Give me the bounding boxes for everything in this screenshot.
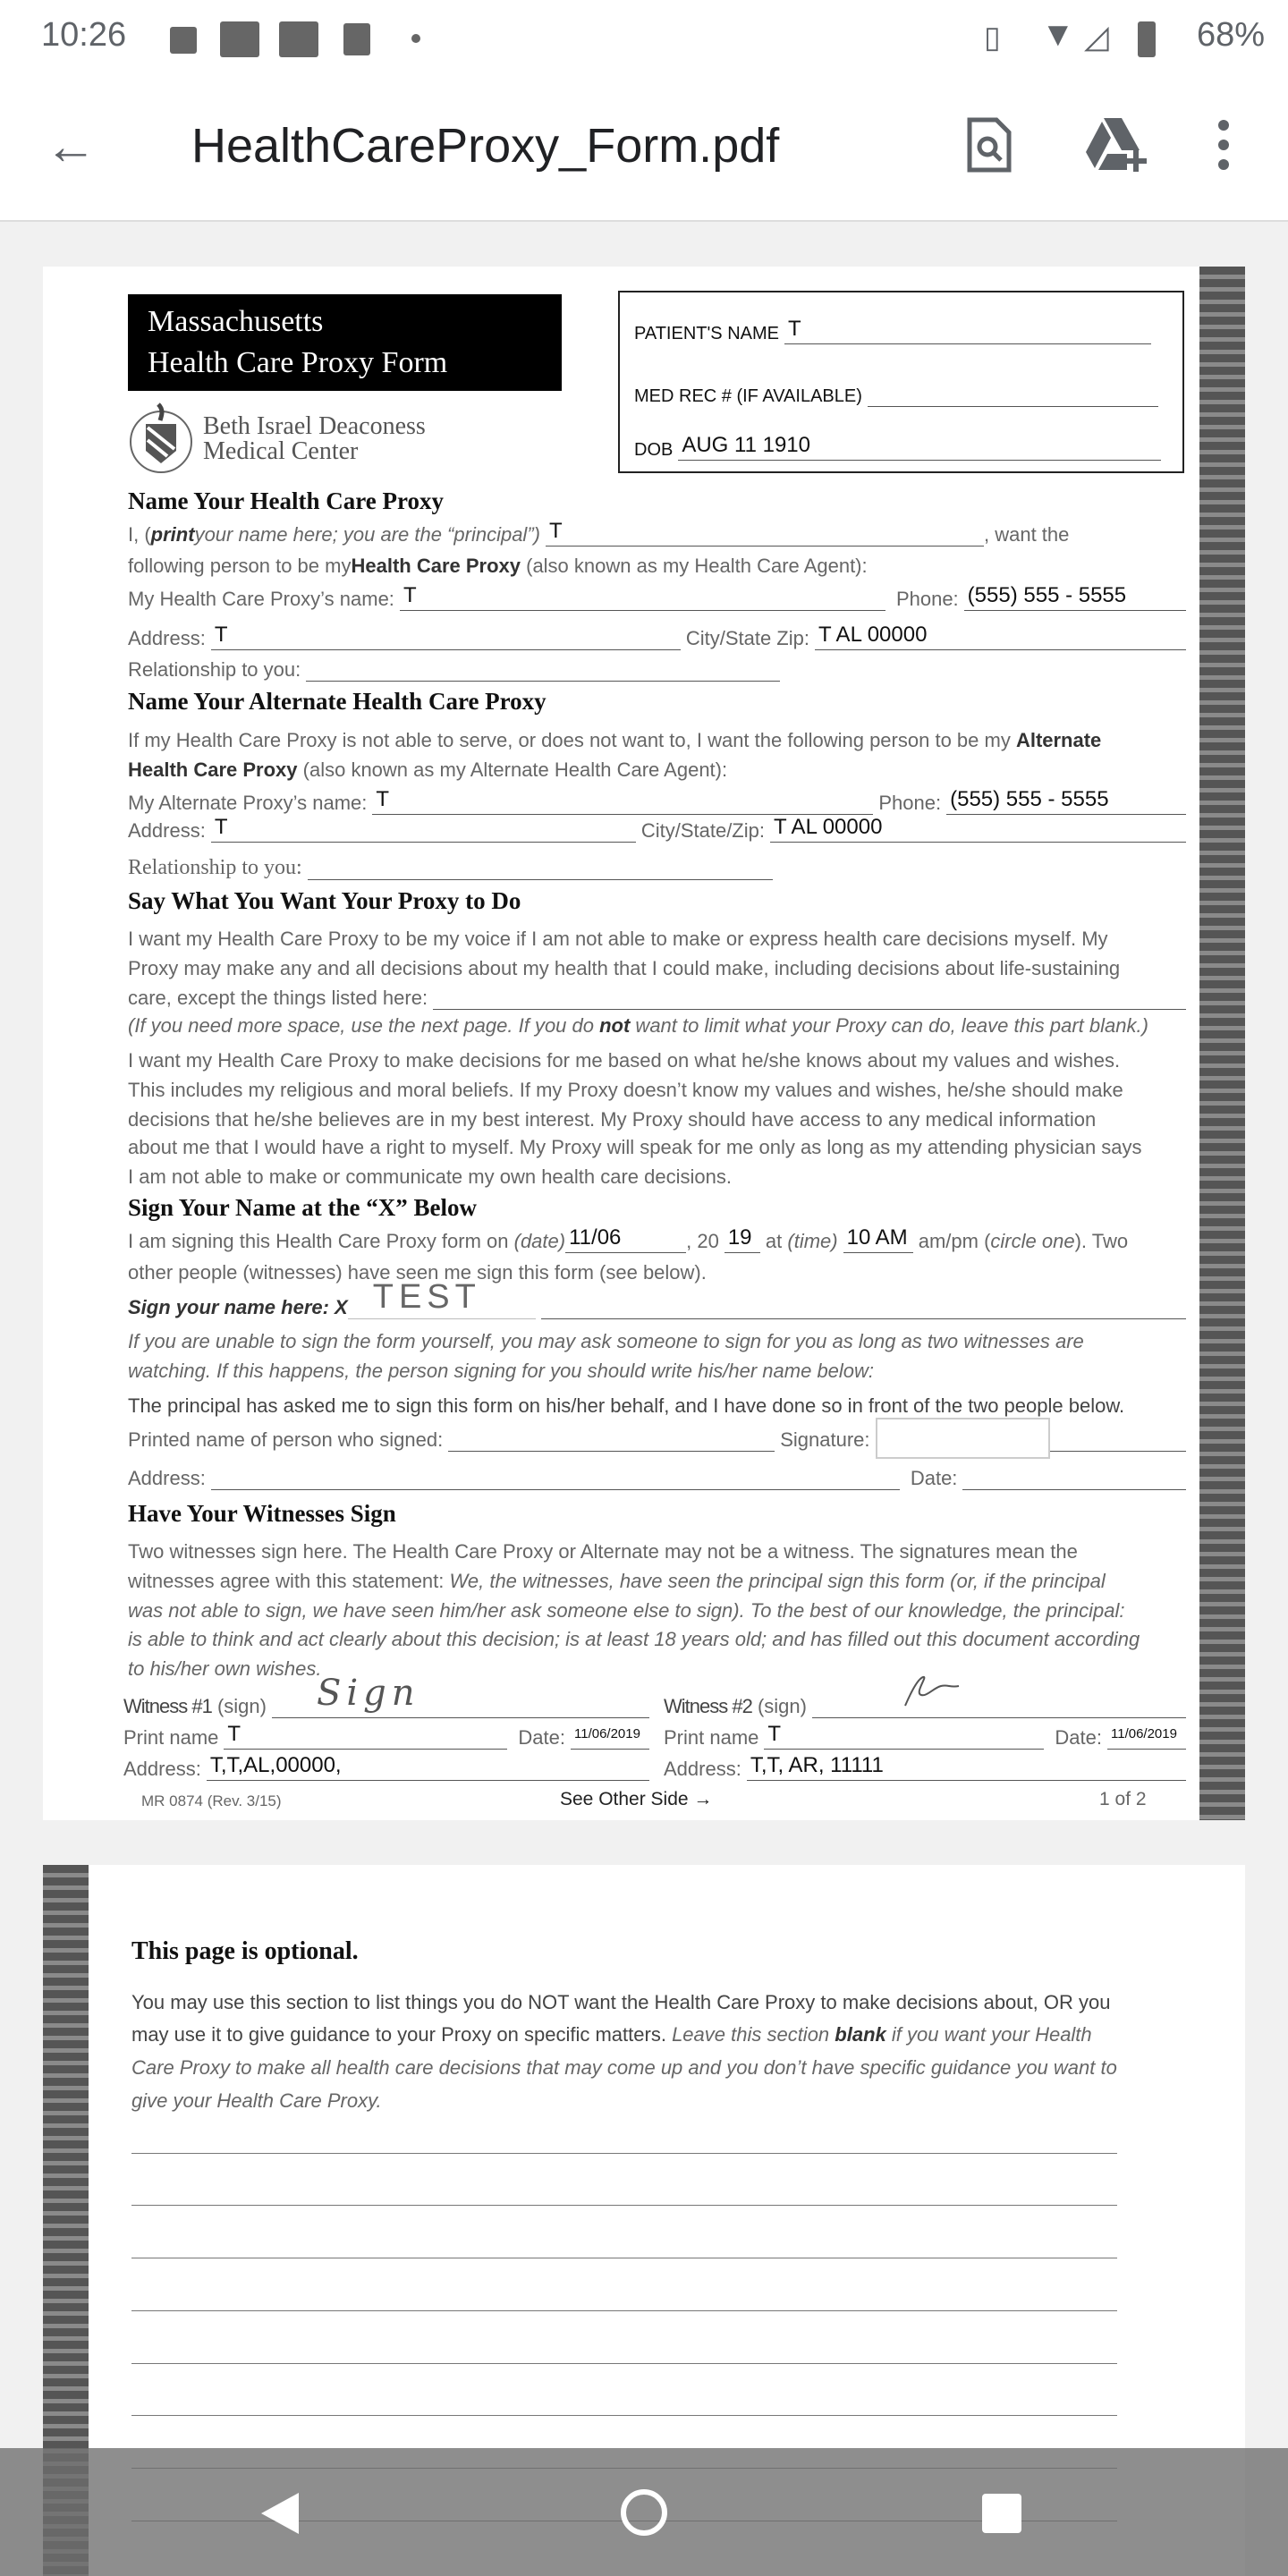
more-notifications-dot-icon (411, 34, 420, 43)
label: Witness #2 (664, 1695, 752, 1717)
app-bar (0, 75, 1288, 222)
nav-recents-icon[interactable] (981, 2493, 1022, 2534)
text: ). Two (1074, 1230, 1129, 1252)
witness1-signature-text: Sign (316, 1673, 420, 1714)
label: Phone: (895, 588, 959, 610)
witness2-address-row (664, 1754, 1186, 1781)
text: We, the witnesses, have seen the principal sign this form (or, if the principal (449, 1570, 1106, 1592)
text: Health Care Proxy (128, 758, 298, 781)
wifi-icon: ▼ (1041, 16, 1075, 54)
text-line (128, 725, 1186, 752)
med-rec-label: MED REC # (IF AVAILABLE) (634, 386, 862, 406)
text-line: watching. If this happens, the person signing for you should write his/her name below: (128, 1360, 875, 1382)
status-bar (0, 0, 1288, 75)
vibrate-icon: ▯ (984, 21, 1001, 55)
image-notification-icon (170, 27, 197, 54)
principal-signature-field[interactable] (348, 1278, 536, 1319)
text: (date) (513, 1230, 566, 1252)
witness1-signature-field[interactable] (272, 1673, 649, 1718)
text: am/pm ( (912, 1230, 991, 1252)
drive-add-icon[interactable] (1086, 116, 1148, 185)
witness1-name-field[interactable]: T (224, 1723, 507, 1750)
label: (sign) (751, 1695, 807, 1717)
blank-line[interactable] (131, 2415, 1117, 2416)
form-title-box (128, 294, 562, 391)
clock: 10:26 (41, 16, 127, 54)
text: print (150, 523, 195, 546)
text: Alternate (1015, 729, 1102, 751)
printed-name-field[interactable] (448, 1425, 775, 1452)
pdf-page-1 (43, 267, 1245, 1820)
text: at (759, 1230, 788, 1252)
label: My Health Care Proxy’s name: (128, 588, 394, 610)
text-line: You may use this section to list things you do NOT want the Health Care Proxy to make decisions about, OR you (131, 1991, 1111, 2013)
principal-signature-text: TEST (372, 1278, 481, 1316)
alt-relationship-row (128, 853, 1186, 880)
witness2-sign-row (664, 1691, 1186, 1718)
witness1-date-field[interactable]: 11/06/2019 (571, 1723, 649, 1750)
text: not (599, 1014, 631, 1037)
witness1-address-field[interactable]: T,T,AL,00000, (207, 1754, 649, 1781)
section-heading-alternate: Name Your Alternate Health Care Proxy (128, 688, 547, 715)
witness1-address-row (123, 1754, 649, 1781)
text-line (131, 2020, 1186, 2046)
text-line: I am not able to make or communicate my own health care decisions. (128, 1165, 732, 1188)
label: My Alternate Proxy’s name: (128, 792, 368, 814)
label: Phone: (878, 792, 942, 814)
text-line (128, 1011, 1186, 1038)
signature-line (541, 1292, 1186, 1319)
text-line: Proxy may make any and all decisions about my health that I could make, including decisions about life-sustaining (128, 957, 1121, 979)
label: Witness #1 (123, 1695, 212, 1717)
text-line (128, 1566, 1186, 1593)
principal-row (128, 520, 1186, 547)
text: I, ( (128, 523, 151, 546)
text-line (128, 551, 1186, 578)
system-nav-bar (0, 2448, 1288, 2576)
text: witnesses agree with this statement: (128, 1570, 450, 1592)
proxy-name-row (128, 584, 1186, 611)
text-line: I want my Health Care Proxy to make decisions for me based on what he/she knows about my values and wishes. (128, 1049, 1121, 1072)
logo-text-line1: Beth Israel Deaconess (203, 412, 426, 440)
proxy-address-row (128, 623, 1186, 650)
blank-line[interactable] (131, 2363, 1117, 2364)
text: If my Health Care Proxy is not able to serve, or does not want to, I want the following person to be my (128, 729, 1016, 751)
text: your name here; you are the “principal”) (194, 523, 540, 546)
page-number: 1 of 2 (1099, 1789, 1147, 1809)
dob-label: DOB (634, 440, 674, 460)
signer-signature-box[interactable] (876, 1418, 1050, 1459)
principal-name-field[interactable]: T (546, 520, 984, 547)
sim-card-icon (343, 23, 370, 55)
label: Address: (128, 1467, 206, 1489)
witness2-date-field[interactable]: 11/06/2019 (1107, 1723, 1186, 1750)
med-rec-field[interactable] (868, 380, 1158, 407)
alt-address-row (128, 816, 1186, 843)
document-title: HealthCareProxy_Form.pdf (191, 119, 780, 173)
label: Relationship to you: (128, 658, 301, 681)
text-line: is able to think and act clearly about this decision; is at least 18 years old; and has filled out this document according (128, 1628, 1140, 1650)
alt-name-row (128, 788, 1186, 815)
section-heading-wishes: Say What You Want Your Proxy to Do (128, 887, 521, 914)
alt-city-field[interactable]: T AL 00000 (770, 816, 1186, 843)
signer-address-row (128, 1463, 1186, 1490)
signal-icon: ◿ (1084, 18, 1109, 55)
proxy-relationship-row (128, 655, 1186, 682)
find-in-page-icon[interactable] (966, 116, 1013, 185)
logo-text-line2: Medical Center (203, 437, 359, 465)
battery-percent: 68% (1196, 16, 1265, 54)
optional-heading: This page is optional. (131, 1937, 359, 1965)
text: if you want your Health (886, 2023, 1092, 2046)
form-title-line2: Health Care Proxy Form (148, 346, 448, 379)
text: may use it to give guidance to your Proxy on specific matters. (131, 2023, 673, 2046)
blank-line[interactable] (131, 2153, 1117, 2154)
section-heading-name-proxy: Name Your Health Care Proxy (128, 487, 444, 514)
label: Signature: (780, 1428, 870, 1451)
signature-line (1050, 1425, 1186, 1452)
text: , 20 (686, 1230, 719, 1252)
section-heading-sign: Sign Your Name at the “X” Below (128, 1194, 477, 1221)
text-line: was not able to sign, we have seen him/her ask someone else to sign). To the best of our knowledge, the principal: (128, 1599, 1125, 1622)
notification-icon (220, 21, 259, 57)
witness1-sign-row (123, 1673, 649, 1718)
label: Relationship to you: (128, 856, 302, 879)
battery-icon (1138, 21, 1156, 57)
text: Leave this section (672, 2023, 835, 2046)
proxy-relationship-field[interactable] (306, 655, 780, 682)
bidmc-shield-icon (128, 401, 194, 478)
label: Address: (664, 1758, 741, 1780)
signer-date-field[interactable] (962, 1463, 1186, 1490)
proxy-signer-row (128, 1425, 1186, 1452)
text-line: other people (witnesses) have seen me sign this form (see below). (128, 1261, 707, 1284)
proxy-phone-field[interactable]: (555) 555 - 5555 (964, 584, 1186, 611)
back-arrow-icon[interactable]: ← (45, 117, 97, 175)
form-code: MR 0874 (Rev. 3/15) (141, 1792, 282, 1809)
nav-home-icon[interactable] (619, 2487, 669, 2538)
label: Date: (518, 1726, 565, 1749)
label: Date: (910, 1467, 958, 1489)
label: Date: (1055, 1726, 1102, 1749)
label: Address: (123, 1758, 201, 1780)
label: Sign your name here: X (128, 1296, 348, 1318)
text-line (128, 755, 1186, 782)
blank-line[interactable] (131, 2205, 1117, 2206)
alt-phone-field[interactable]: (555) 555 - 5555 (946, 788, 1186, 815)
witness2-signature-drawing (902, 1666, 1009, 1711)
text-line: Care Proxy to make all health care decisions that may come up and you don’t have specific guidance you want to (131, 2056, 1117, 2079)
see-other-side: See Other Side → (560, 1789, 713, 1809)
text-line: I want my Health Care Proxy to be my voice if I am not able to make or express health care decisions myself. My (128, 928, 1108, 950)
blank-line[interactable] (131, 2310, 1117, 2311)
label: Printed name of person who signed: (128, 1428, 444, 1451)
sign-date-field[interactable]: 11/06 (565, 1226, 686, 1253)
text-line: If you are unable to sign the form yourself, you may ask someone to sign for you as long as two witnesses are (128, 1330, 1084, 1352)
patient-name-field[interactable]: T (784, 318, 1151, 344)
text-line: to his/her own wishes. (128, 1657, 322, 1680)
witness2-name-row (664, 1723, 1186, 1750)
text: (also known as my Health Care Agent): (521, 555, 868, 577)
nav-back-icon[interactable] (259, 2491, 301, 2536)
hospital-logo (128, 401, 426, 478)
text: circle one (990, 1230, 1075, 1252)
label: Print name (123, 1726, 219, 1749)
label: Address: (128, 627, 206, 649)
text: care, except the things listed here: (128, 987, 428, 1009)
label: Print name (664, 1726, 759, 1749)
text: blank (835, 2023, 886, 2046)
text: following person to be my (128, 555, 352, 577)
limits-row (128, 983, 1186, 1010)
section-heading-witnesses: Have Your Witnesses Sign (128, 1500, 396, 1527)
patient-name-label: PATIENT'S NAME (634, 324, 779, 343)
witness2-address-field[interactable]: T,T, AR, 11111 (747, 1754, 1186, 1781)
signer-address-field[interactable] (211, 1463, 900, 1490)
text: I am signing this Health Care Proxy form on (128, 1230, 514, 1252)
text: (also known as my Alternate Health Care Agent): (297, 758, 728, 781)
text: Health Care Proxy (351, 555, 521, 577)
text: want to limit what your Proxy can do, leave this part blank.) (630, 1014, 1148, 1037)
label: City/State/Zip: (640, 819, 765, 842)
text-line: Two witnesses sign here. The Health Care Proxy or Alternate may not be a witness. The signatures mean the (128, 1540, 1078, 1563)
more-vert-icon[interactable] (1216, 116, 1231, 185)
label: (sign) (211, 1695, 267, 1717)
sign-time-field[interactable]: 10 AM (843, 1226, 913, 1253)
form-title-line1: Massachusetts (148, 305, 324, 338)
notification-icon (279, 21, 318, 57)
text-line: give your Health Care Proxy. (131, 2089, 382, 2112)
text-line: decisions that he/she believes are in my best interest. My Proxy should have access to any medical information (128, 1108, 1097, 1131)
witness2-name-field[interactable]: T (764, 1723, 1044, 1750)
text-line: The principal has asked me to sign this form on his/her behalf, and I have done so in front of the two people below. (128, 1394, 1125, 1417)
proxy-address-field[interactable]: T (211, 623, 681, 650)
witness2-signature-field[interactable] (812, 1691, 1186, 1718)
principal-signature-row (128, 1278, 1186, 1319)
witness1-name-row (123, 1723, 649, 1750)
proxy-name-field[interactable]: T (400, 584, 886, 611)
text: , want the (983, 523, 1070, 546)
label: Address: (128, 819, 206, 842)
alt-name-field[interactable]: T (372, 788, 873, 815)
patient-info-box (618, 291, 1184, 473)
text: (If you need more space, use the next page. If you do (128, 1014, 600, 1037)
sign-year-field[interactable]: 19 (724, 1226, 760, 1253)
text-line: This includes my religious and moral beliefs. If my Proxy doesn’t know my values and wishes, he/she should make (128, 1079, 1123, 1101)
proxy-city-field[interactable]: T AL 00000 (815, 623, 1186, 650)
alt-address-field[interactable]: T (211, 816, 636, 843)
dob-field[interactable]: AUG 11 1910 (678, 434, 1161, 461)
alt-relationship-field[interactable] (308, 853, 773, 880)
limits-field[interactable] (433, 983, 1186, 1010)
page-edge-stripe (1199, 267, 1245, 1820)
text: (time) (787, 1230, 838, 1252)
text-line: about me that I would have a right to myself. My Proxy will speak for me only as long as my attending physician says (128, 1136, 1142, 1158)
label: City/State Zip: (685, 627, 809, 649)
signing-date-row (128, 1226, 1186, 1253)
